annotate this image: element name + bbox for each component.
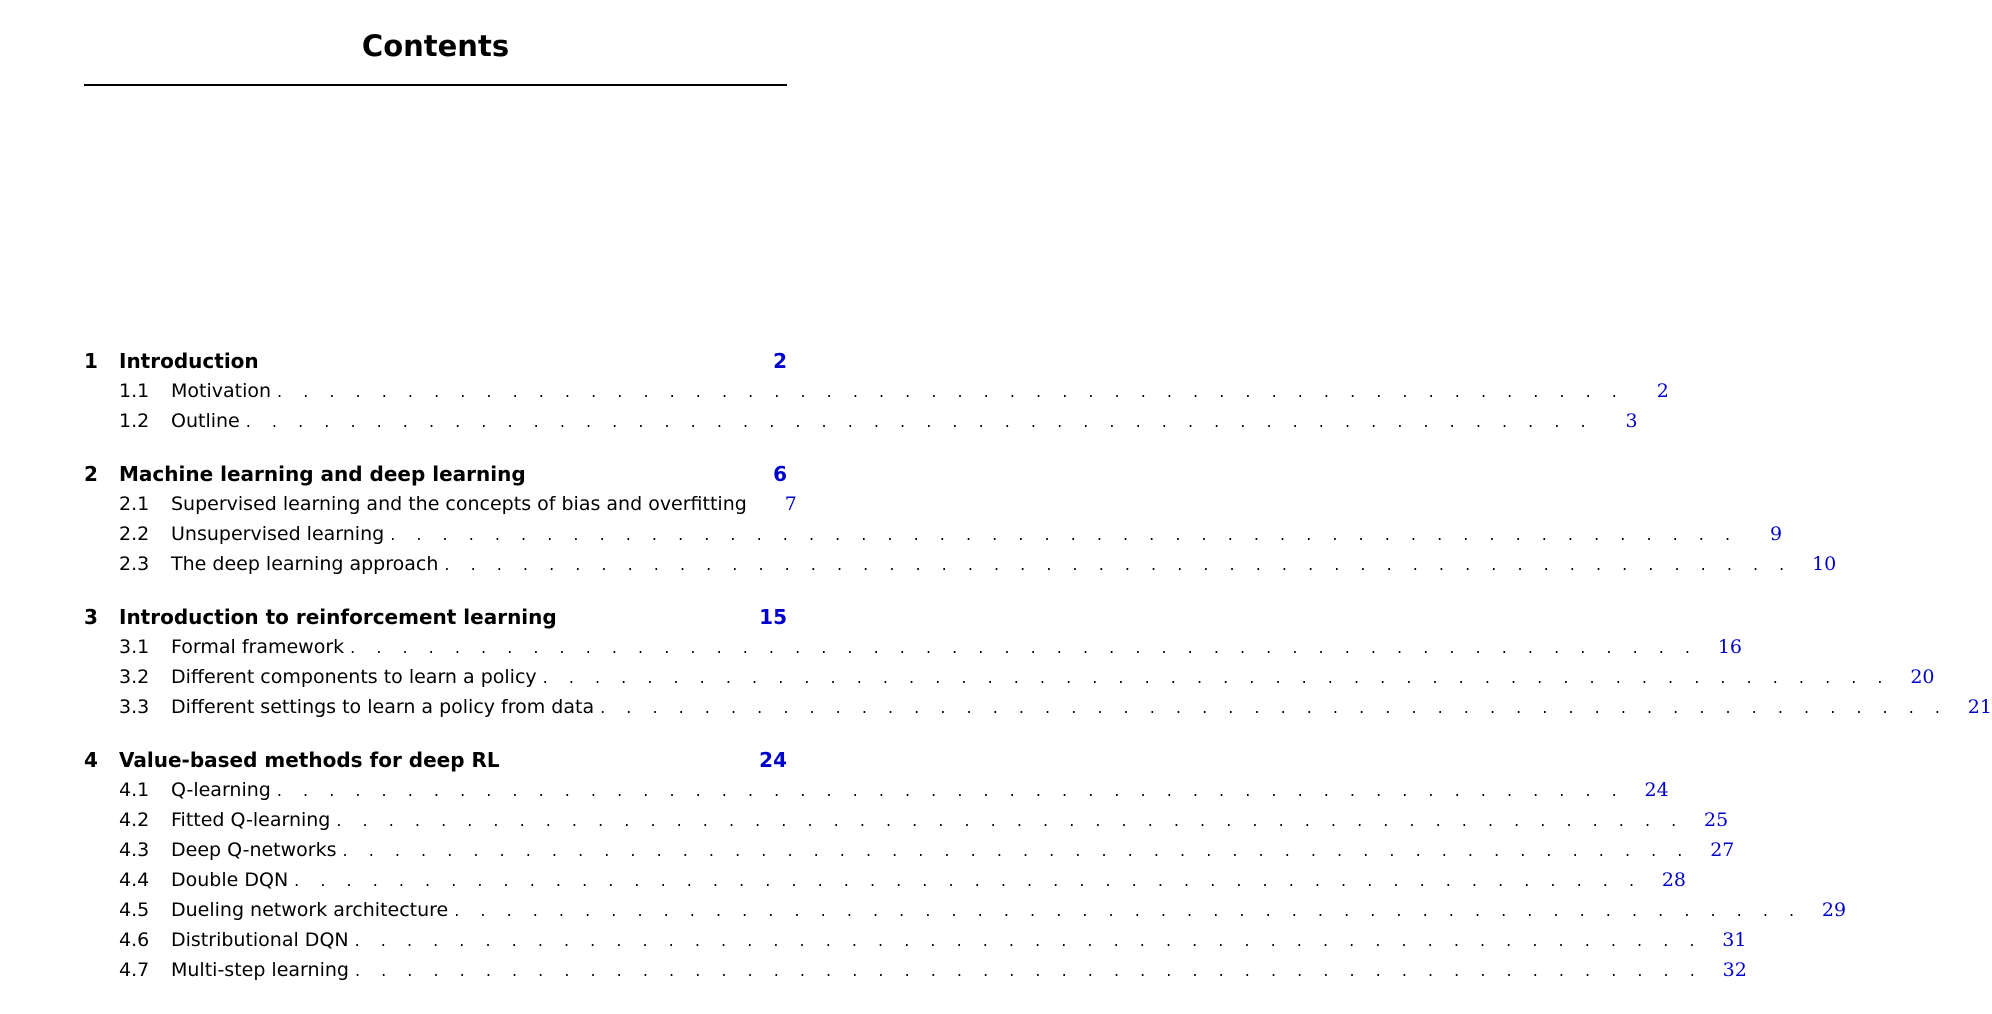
toc-section-4-7[interactable] [84, 955, 1747, 985]
section-page-link[interactable]: 31 [1722, 929, 1747, 951]
dot-leader: . . . . . . . . . . . . . . . . . . . . . . . . . . . . . . . . . . . . . . . . . . . . . . . . . . . . [600, 698, 1948, 717]
toc-section-4-6[interactable] [84, 925, 1747, 955]
section-number: 1.1 [119, 380, 150, 402]
chapter-number: 2 [84, 462, 98, 486]
section-title[interactable]: Supervised learning and the concepts of bias and overfitting [171, 493, 747, 515]
section-page-link[interactable]: 32 [1722, 959, 1747, 981]
dot-leader: . . . . . . . . . . . . . . . . . . . . . . . . . . . . . . . . . . . . . . . . . . . . . . . . . . . . [354, 961, 1703, 980]
toc-section-3-2[interactable] [84, 662, 1935, 692]
toc-section-3-1[interactable] [84, 632, 1743, 662]
section-title[interactable]: Q-learning [171, 779, 271, 801]
section-title[interactable]: The deep learning approach [171, 553, 439, 575]
section-number: 4.5 [119, 899, 150, 921]
chapter-title[interactable]: Value-based methods for deep RL [119, 748, 500, 772]
section-title[interactable]: Deep Q-networks [171, 839, 337, 861]
chapter-spacer [84, 722, 787, 745]
section-number: 4.3 [119, 839, 150, 861]
section-number: 4.7 [119, 959, 150, 981]
toc-chapter-3[interactable] [84, 602, 787, 632]
section-title[interactable]: Double DQN [171, 869, 289, 891]
dot-leader: . . . . . . . . . . . . . . . . . . . . . . . . . . . . . . . . . . . . . . . . . . . . . . . . . . . . [350, 638, 1699, 657]
section-number: 2.3 [119, 553, 150, 575]
toc-section-4-3[interactable] [84, 835, 1735, 865]
chapter-spacer [84, 579, 787, 602]
dot-leader: . . . . . . . . . . . . . . . . . . . . . . . . . . . . . . . . . . . . . . . . . . . . . . . . . . . . [277, 382, 1625, 401]
chapter-number: 4 [84, 748, 98, 772]
section-number: 3.3 [119, 696, 150, 718]
chapter-number: 1 [84, 349, 98, 373]
title-rule [84, 84, 787, 86]
dot-leader: . . . . . . . . . . . . . . . . . . . . . . . . . . . . . . . . . . . . . . . . . . . . . . . . . . . . [336, 811, 1685, 830]
section-page-link[interactable]: 21 [1967, 696, 1992, 718]
section-title[interactable]: Different components to learn a policy [171, 666, 537, 688]
section-number: 1.2 [119, 410, 150, 432]
section-page-link[interactable]: 24 [1644, 779, 1669, 801]
section-title[interactable]: Dueling network architecture [171, 899, 449, 921]
section-page-link[interactable]: 27 [1710, 839, 1735, 861]
toc-section-3-3[interactable] [84, 692, 1992, 722]
toc-chapter-1[interactable] [84, 346, 787, 376]
chapter-page-link[interactable]: 24 [759, 748, 787, 772]
toc-section-2-2[interactable] [84, 519, 1783, 549]
chapter-title[interactable]: Introduction to reinforcement learning [119, 605, 557, 629]
chapter-spacer [84, 436, 787, 459]
dot-leader: . . . . . . . . . . . . . . . . . . . . . . . . . . . . . . . . . . . . . . . . . . . . . . . . . . . . [542, 668, 1891, 687]
section-page-link[interactable]: 25 [1704, 809, 1729, 831]
dot-leader: . . . . . . . . . . . . . . . . . . . . . . . . . . . . . . . . . . . . . . . . . . . . . . . . . . . . [444, 555, 1793, 574]
toc-section-2-3[interactable] [84, 549, 1837, 579]
toc-section-4-2[interactable] [84, 805, 1729, 835]
toc-section-2-1[interactable] [84, 489, 797, 519]
chapter-title[interactable]: Machine learning and deep learning [119, 462, 526, 486]
section-number: 4.6 [119, 929, 150, 951]
section-number: 2.2 [119, 523, 150, 545]
toc-section-4-1[interactable] [84, 775, 1669, 805]
section-page-link[interactable]: 16 [1717, 636, 1743, 658]
section-number: 3.2 [119, 666, 150, 688]
section-title[interactable]: Fitted Q-learning [171, 809, 331, 831]
chapter-page-link[interactable]: 15 [759, 605, 787, 629]
section-title[interactable]: Outline [171, 410, 240, 432]
chapter-page-link[interactable]: 2 [773, 349, 787, 373]
dot-leader: . . . . . . . . . . . . . . . . . . . . . . . . . . . . . . . . . . . . . . . . . . . . . . . . . . . . [276, 781, 1625, 800]
section-title[interactable]: Different settings to learn a policy from data [171, 696, 595, 718]
section-page-link[interactable]: 10 [1812, 553, 1837, 575]
chapter-number: 3 [84, 605, 98, 629]
section-page-link[interactable]: 29 [1821, 899, 1847, 921]
section-page-link[interactable]: 20 [1910, 666, 1935, 688]
chapter-page-link[interactable]: 6 [773, 462, 787, 486]
table-of-contents [84, 346, 1992, 985]
chapter-title[interactable]: Introduction [119, 349, 259, 373]
section-number: 4.2 [119, 809, 150, 831]
section-page-link[interactable]: 9 [1769, 523, 1783, 545]
section-page-link[interactable]: 7 [784, 493, 797, 515]
section-title[interactable]: Unsupervised learning [171, 523, 385, 545]
toc-section-1-1[interactable] [84, 376, 1669, 406]
section-title[interactable]: Motivation [171, 380, 272, 402]
dot-leader: . . . . . . . . . . . . . . . . . . . . . . . . . . . . . . . . . . . . . . . . . . . . . . . . . . . . [354, 931, 1703, 950]
toc-chapter-2[interactable] [84, 459, 787, 489]
dot-leader: . . . . . . . . . . . . . . . . . . . . . . . . . . . . . . . . . . . . . . . . . . . . . . . . . . . . [454, 901, 1803, 920]
dot-leader: . . . . . . . . . . . . . . . . . . . . . . . . . . . . . . . . . . . . . . . . . . . . . . . . . . . . [342, 841, 1691, 860]
page-title: Contents [361, 29, 510, 63]
section-number: 4.1 [119, 779, 150, 801]
toc-section-4-4[interactable] [84, 865, 1687, 895]
section-number: 4.4 [119, 869, 150, 891]
section-page-link[interactable]: 28 [1661, 869, 1687, 891]
section-title[interactable]: Multi-step learning [171, 959, 349, 981]
dot-leader: . . . . . . . . . . . . . . . . . . . . . . . . . . . . . . . . . . . . . . . . . . . . . . . . . . . . [390, 525, 1739, 544]
section-title[interactable]: Formal framework [171, 636, 345, 658]
section-title[interactable]: Distributional DQN [171, 929, 349, 951]
toc-chapter-4[interactable] [84, 745, 787, 775]
dot-leader: . . . . . . . . . . . . . . . . . . . . . . . . . . . . . . . . . . . . . . . . . . . . . . . . . . . . [245, 412, 1594, 431]
section-number: 2.1 [119, 493, 150, 515]
section-page-link[interactable]: 2 [1656, 380, 1669, 402]
toc-section-4-5[interactable] [84, 895, 1847, 925]
dot-leader: . . . . . . . . . . . . . . . . . . . . . . . . . . . . . . . . . . . . . . . . . . . . . . . . . . . . [294, 871, 1643, 890]
section-page-link[interactable]: 3 [1625, 410, 1638, 432]
toc-section-1-2[interactable] [84, 406, 1638, 436]
section-number: 3.1 [119, 636, 150, 658]
